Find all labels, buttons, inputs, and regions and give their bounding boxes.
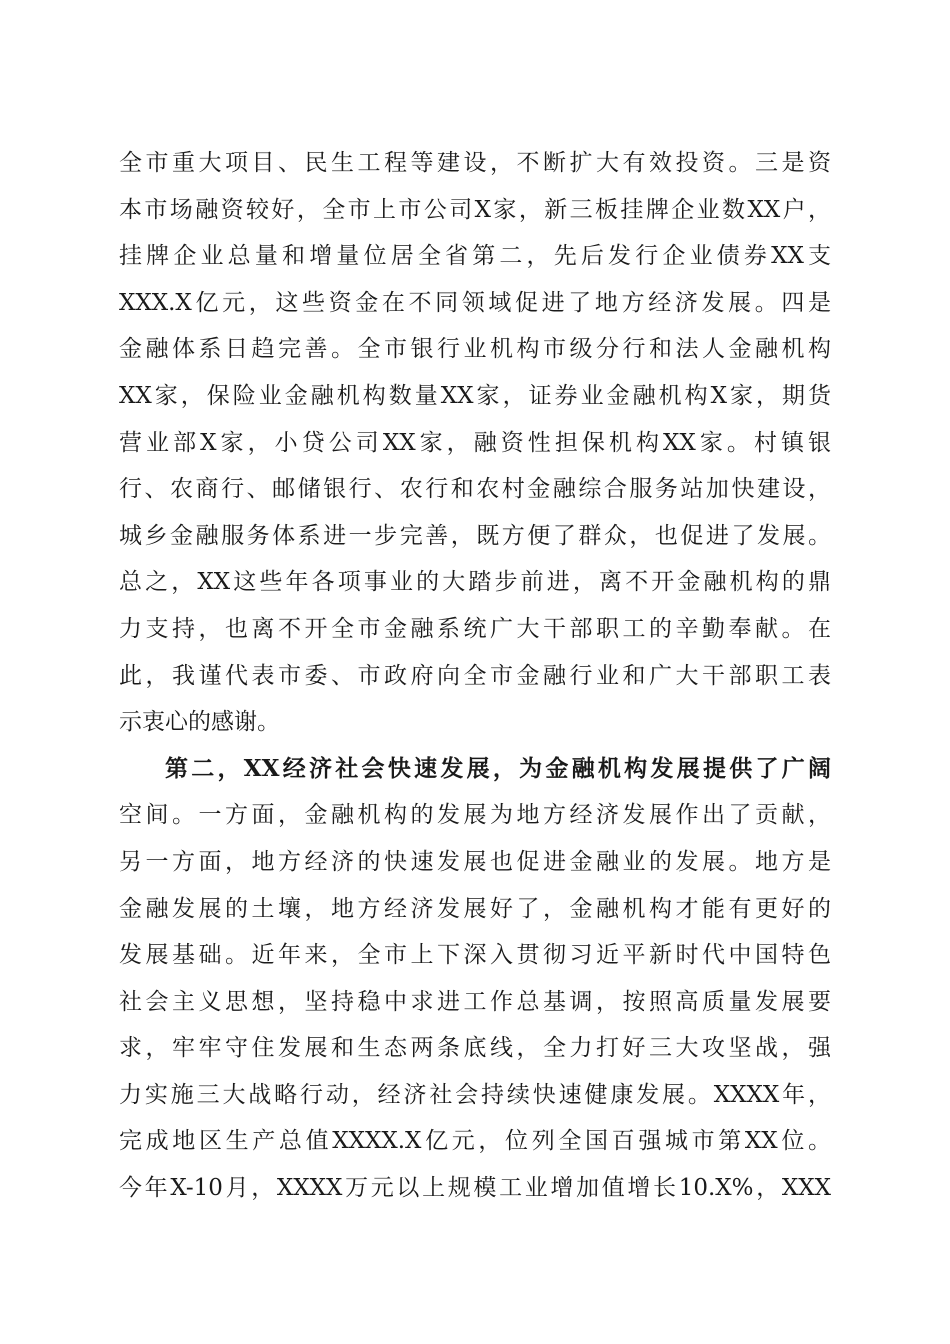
text-line: 金融体系日趋完善。全市银行业机构市级分行和法人金融机构 <box>119 336 831 363</box>
text-line: 城乡金融服务体系进一步完善，既方便了群众，也促进了发展。 <box>119 522 831 549</box>
text-line: XXX.X亿元，这些资金在不同领域促进了地方经济发展。四是 <box>119 289 831 316</box>
text-line: 空间。一方面，金融机构的发展为地方经济发展作出了贡献， <box>119 802 831 829</box>
text-line: 完成地区生产总值XXXX.X亿元，位列全国百强城市第XX位。 <box>119 1128 831 1155</box>
text-line: 此，我谨代表市委、市政府向全市金融行业和广大干部职工表 <box>119 662 831 689</box>
text-line: 全市重大项目、民生工程等建设，不断扩大有效投资。三是资 <box>119 150 831 176</box>
text-line: 另一方面，地方经济的快速发展也促进金融业的发展。地方是 <box>119 848 831 875</box>
text-line: 行、农商行、邮储银行、农行和农村金融综合服务站加快建设， <box>119 476 831 503</box>
text-line: 挂牌企业总量和增量位居全省第二，先后发行企业债券XX支 <box>119 243 831 270</box>
text-line: XX家，保险业金融机构数量XX家，证券业金融机构X家，期货 <box>119 382 831 409</box>
text-line: 力实施三大战略行动，经济社会持续快速健康发展。XXXX年， <box>119 1081 831 1108</box>
text-line: 力支持，也离不开全市金融系统广大干部职工的辛勤奉献。在 <box>119 615 831 642</box>
text-line: 总之，XX这些年各项事业的大踏步前进，离不开金融机构的鼎 <box>119 569 831 596</box>
paragraph-heading-line: 第二，XX经济社会快速发展，为金融机构发展提供了广阔 <box>165 754 831 782</box>
text-line: 社会主义思想，坚持稳中求进工作总基调，按照高质量发展要 <box>119 988 831 1015</box>
text-line: 今年X-10月，XXXX万元以上规模工业增加值增长10.X%，XXX <box>119 1175 831 1202</box>
text-line: 示衷心的感谢。 <box>119 709 280 736</box>
text-line: 发展基础。近年来，全市上下深入贯彻习近平新时代中国特色 <box>119 942 831 969</box>
text-line: 金融发展的土壤，地方经济发展好了，金融机构才能有更好的 <box>119 895 831 922</box>
text-line: 求，牢牢守住发展和生态两条底线，全力打好三大攻坚战，强 <box>119 1035 831 1062</box>
text-line: 本市场融资较好，全市上市公司X家，新三板挂牌企业数XX户， <box>119 196 831 223</box>
text-line: 营业部X家，小贷公司XX家，融资性担保机构XX家。村镇银 <box>119 429 831 456</box>
document-body <box>119 140 831 1212</box>
